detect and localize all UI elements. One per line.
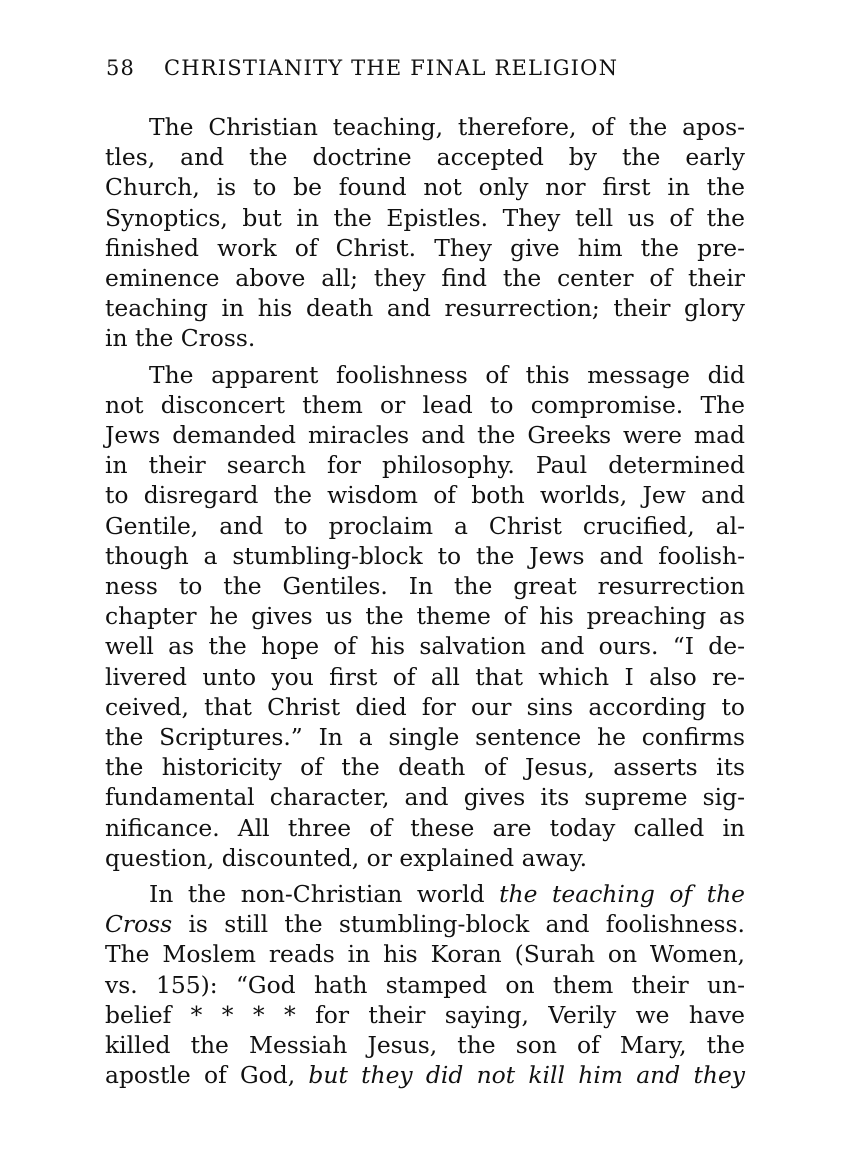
text-line: eminence above all; they find the center of their [105, 264, 745, 293]
text-line: The Moslem reads in his Koran (Surah on Women, [105, 940, 745, 969]
text-line: in the Cross. [105, 324, 256, 353]
text-line: vs. 155): “God hath stamped on them their un- [105, 970, 745, 999]
page-body [105, 112, 745, 1097]
text-line: teaching in his death and resurrection; their glory [105, 294, 745, 323]
text-line: Synoptics, but in the Epistles. They tell us of the [105, 203, 745, 232]
text-line: ceived, that Christ died for our sins according to [105, 692, 745, 721]
text-line: Jews demanded miracles and the Greeks were mad [105, 421, 745, 450]
text-line: livered unto you first of all that which I also re- [105, 662, 745, 691]
text-line: in their search for philosophy. Paul determined [105, 451, 745, 480]
text-line: finished work of Christ. They give him the pre- [105, 233, 745, 262]
running-head [106, 56, 746, 80]
text-line: tles, and the doctrine accepted by the early [105, 143, 745, 172]
running-title: CHRISTIANITY THE FINAL RELIGION [164, 56, 619, 80]
text-run: is still the stumbling-block and foolishness. [172, 910, 745, 939]
text-line: The Christian teaching, therefore, of the apos- [149, 113, 745, 141]
text-line [105, 909, 745, 939]
italic-run: the teaching of the [499, 880, 746, 909]
text-line [105, 879, 745, 909]
text-line: Gentile, and to proclaim a Christ crucified, al- [105, 511, 745, 540]
paragraph-3 [105, 879, 745, 1090]
text-line: the historicity of the death of Jesus, asserts its [105, 753, 745, 782]
text-line: well as the hope of his salvation and ours. “I de- [105, 632, 745, 661]
paragraph-1 [105, 112, 745, 354]
text-run: In the non-Christian world [149, 880, 500, 909]
text-line: chapter he gives us the theme of his preaching as [105, 602, 745, 631]
text-line [105, 1060, 745, 1090]
text-run: apostle of God, [105, 1061, 309, 1090]
text-line: question, discounted, or explained away. [105, 843, 588, 872]
text-line: though a stumbling-block to the Jews and foolish- [105, 541, 745, 570]
text-line: the Scriptures.” In a single sentence he confirms [105, 723, 745, 752]
text-line: The apparent foolishness of this message did [149, 360, 745, 389]
text-line: killed the Messiah Jesus, the son of Mary, the [105, 1031, 745, 1060]
page-number: 58 [106, 56, 136, 80]
text-line: ness to the Gentiles. In the great resurrection [105, 572, 745, 601]
text-line: nificance. All three of these are today called in [105, 813, 745, 842]
text-line: Church, is to be found not only nor first in the [105, 173, 745, 202]
paragraph-2 [105, 360, 745, 873]
text-line: fundamental character, and gives its supreme sig- [105, 783, 745, 812]
italic-run: but they did not kill him and they [308, 1061, 745, 1090]
text-line: to disregard the wisdom of both worlds, Jew and [105, 481, 745, 510]
italic-run: Cross [105, 910, 173, 939]
text-line: belief * * * * for their saying, Verily we have [105, 1000, 745, 1029]
text-line: not disconcert them or lead to compromise. The [105, 390, 745, 419]
